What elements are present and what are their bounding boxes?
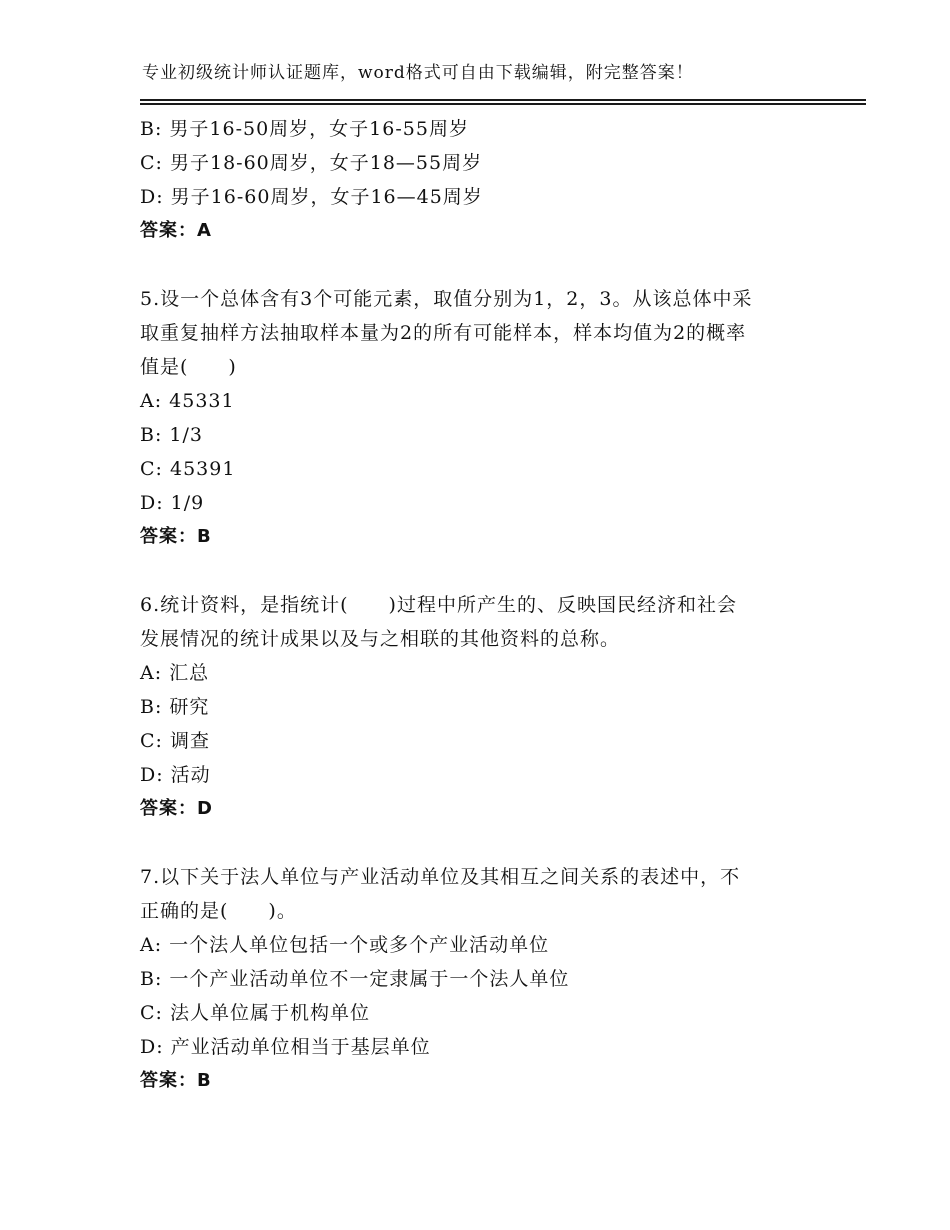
- answer: 答案：D: [140, 798, 213, 819]
- question-7: [140, 860, 820, 1098]
- header-rule-top: [140, 99, 866, 101]
- option-d: D: 产业活动单位相当于基层单位: [140, 1036, 431, 1058]
- question-5: [140, 282, 820, 554]
- option-c: C: 法人单位属于机构单位: [140, 1002, 370, 1024]
- question-stem-line: 正确的是( )。: [140, 900, 297, 922]
- option-b: B: 一个产业活动单位不一定隶属于一个法人单位: [140, 968, 570, 990]
- question-stem-line: 7.以下关于法人单位与产业活动单位及其相互之间关系的表述中，不: [140, 866, 741, 888]
- question-content: [140, 112, 820, 1098]
- header-rule-bottom: [140, 103, 866, 105]
- option-a: A: 一个法人单位包括一个或多个产业活动单位: [140, 934, 550, 956]
- option-b: B: 研究: [140, 696, 210, 718]
- spacer: [140, 826, 820, 860]
- spacer: [140, 554, 820, 588]
- answer: 答案：B: [140, 1070, 212, 1091]
- page-header: 专业初级统计师认证题库，word格式可自由下载编辑，附完整答案！: [142, 63, 694, 83]
- option-d: D: 活动: [140, 764, 211, 786]
- question-4: [140, 112, 820, 248]
- option-c: C: 调查: [140, 730, 210, 752]
- option-d: D: 1/9: [140, 492, 205, 514]
- question-stem-line: 发展情况的统计成果以及与之相联的其他资料的总称。: [140, 628, 621, 650]
- option-c: C: 45391: [140, 458, 236, 480]
- answer: 答案：A: [140, 220, 212, 241]
- option-d: D: 男子16-60周岁，女子16—45周岁: [140, 186, 483, 208]
- question-stem-line: 取重复抽样方法抽取样本量为2的所有可能样本，样本均值为2的概率: [140, 322, 747, 344]
- question-stem-line: 5.设一个总体含有3个可能元素，取值分别为1，2，3。从该总体中采: [140, 288, 753, 310]
- option-a: A: 45331: [140, 390, 235, 412]
- option-b: B: 男子16-50周岁，女子16-55周岁: [140, 118, 469, 140]
- spacer: [140, 248, 820, 282]
- question-6: [140, 588, 820, 826]
- option-c: C: 男子18-60周岁，女子18—55周岁: [140, 152, 483, 174]
- option-b: B: 1/3: [140, 424, 203, 446]
- option-a: A: 汇总: [140, 662, 210, 684]
- question-stem-line: 6.统计资料，是指统计( )过程中所产生的、反映国民经济和社会: [140, 594, 737, 616]
- answer: 答案：B: [140, 526, 212, 547]
- question-stem-line: 值是( ): [140, 356, 237, 378]
